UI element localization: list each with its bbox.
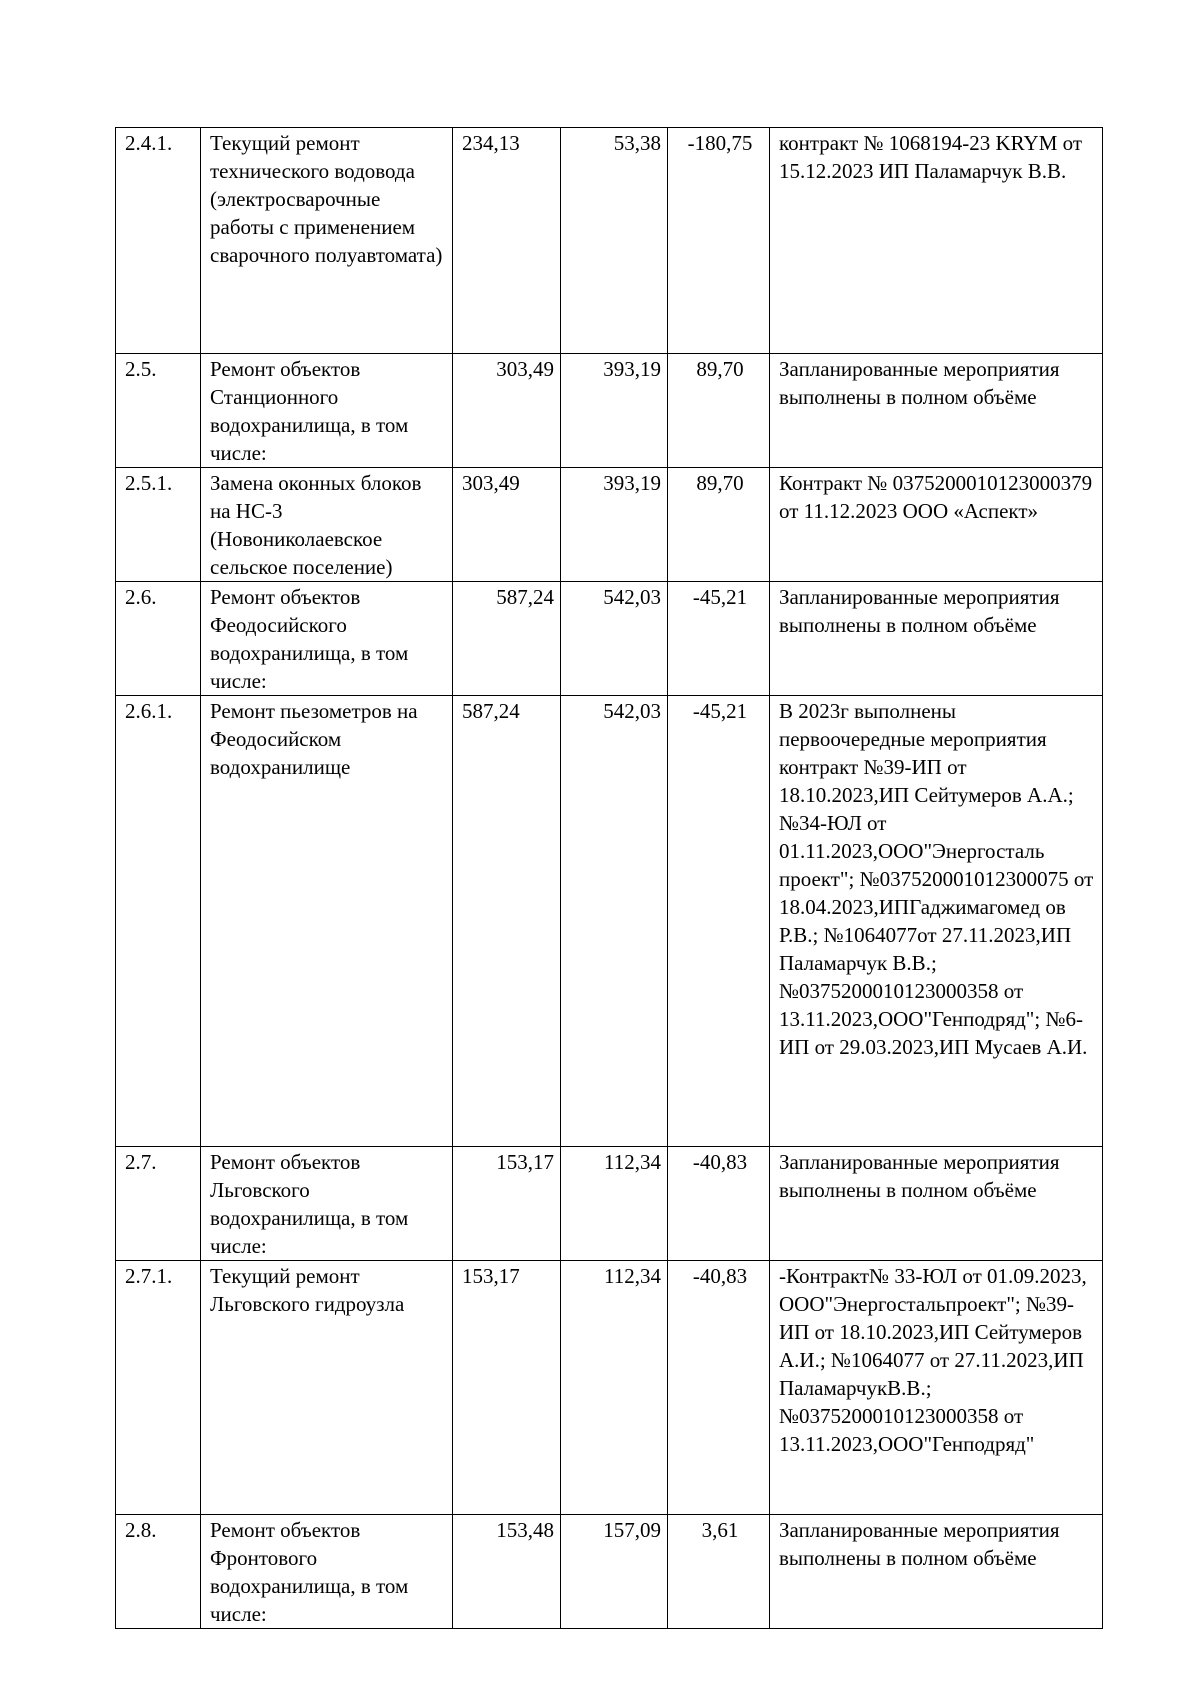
- report-table-body: [116, 128, 1103, 1629]
- deviation-value: -45,21: [668, 696, 770, 1147]
- actual-value: 542,03: [561, 582, 668, 696]
- actual-value: 112,34: [561, 1261, 668, 1515]
- row-number: 2.6.: [116, 582, 201, 696]
- table-row: [116, 128, 1103, 354]
- row-number: 2.7.: [116, 1147, 201, 1261]
- row-number: 2.7.1.: [116, 1261, 201, 1515]
- table-row: [116, 582, 1103, 696]
- planned-value: 587,24: [453, 582, 561, 696]
- row-number: 2.5.: [116, 354, 201, 468]
- row-number: 2.8.: [116, 1515, 201, 1629]
- item-name: Ремонт объектов Станционного водохранилища, в том числе:: [201, 354, 453, 468]
- note-cell: Запланированные мероприятия выполнены в полном объёме: [770, 1147, 1103, 1261]
- table-row: [116, 1147, 1103, 1261]
- planned-value: 303,49: [453, 468, 561, 582]
- planned-value: 303,49: [453, 354, 561, 468]
- table-row: [116, 1261, 1103, 1515]
- deviation-value: 89,70: [668, 468, 770, 582]
- note-cell: Запланированные мероприятия выполнены в полном объёме: [770, 1515, 1103, 1629]
- item-name: Текущий ремонт Льговского гидроузла: [201, 1261, 453, 1515]
- table-row: [116, 696, 1103, 1147]
- actual-value: 542,03: [561, 696, 668, 1147]
- item-name: Ремонт объектов Фронтового водохранилища, в том числе:: [201, 1515, 453, 1629]
- row-number: 2.5.1.: [116, 468, 201, 582]
- planned-value: 234,13: [453, 128, 561, 354]
- note-cell: Запланированные мероприятия выполнены в полном объёме: [770, 582, 1103, 696]
- report-table: [115, 127, 1103, 1629]
- item-name: Ремонт пьезометров на Феодосийском водохранилище: [201, 696, 453, 1147]
- actual-value: 112,34: [561, 1147, 668, 1261]
- note-cell: -Контракт№ 33-ЮЛ от 01.09.2023, ООО"Энергостальпроект"; №39-ИП от 18.10.2023,ИП Сейтумеров А.И.; №1064077 от 27.11.2023,ИП ПаламарчукВ.В.; №0375200010123000358 от 13.11.2023,ООО"Генподряд": [770, 1261, 1103, 1515]
- planned-value: 153,48: [453, 1515, 561, 1629]
- item-name: Ремонт объектов Льговского водохранилища, в том числе:: [201, 1147, 453, 1261]
- note-cell: контракт № 1068194-23 KRYM от 15.12.2023 ИП Паламарчук В.В.: [770, 128, 1103, 354]
- deviation-value: -40,83: [668, 1261, 770, 1515]
- row-number: 2.4.1.: [116, 128, 201, 354]
- row-number: 2.6.1.: [116, 696, 201, 1147]
- table-row: [116, 1515, 1103, 1629]
- planned-value: 587,24: [453, 696, 561, 1147]
- note-cell: Запланированные мероприятия выполнены в полном объёме: [770, 354, 1103, 468]
- deviation-value: 89,70: [668, 354, 770, 468]
- deviation-value: -180,75: [668, 128, 770, 354]
- item-name: Ремонт объектов Феодосийского водохранилища, в том числе:: [201, 582, 453, 696]
- actual-value: 393,19: [561, 468, 668, 582]
- deviation-value: -40,83: [668, 1147, 770, 1261]
- deviation-value: -45,21: [668, 582, 770, 696]
- note-cell: В 2023г выполнены первоочередные мероприятия контракт №39-ИП от 18.10.2023,ИП Сейтумеров А.А.; №34-ЮЛ от 01.11.2023,ООО"Энергосталь проект"; №037520001012300075 от 18.04.2023,ИПГаджимагомед ов Р.В.; №1064077от 27.11.2023,ИП Паламарчук В.В.; №0375200010123000358 от 13.11.2023,ООО"Генподряд"; №6-ИП от 29.03.2023,ИП Мусаев А.И.: [770, 696, 1103, 1147]
- table-row: [116, 468, 1103, 582]
- note-cell: Контракт № 0375200010123000379 от 11.12.2023 ООО «Аспект»: [770, 468, 1103, 582]
- actual-value: 393,19: [561, 354, 668, 468]
- actual-value: 157,09: [561, 1515, 668, 1629]
- item-name: Текущий ремонт технического водовода (электросварочные работы с применением сварочного полуавтомата): [201, 128, 453, 354]
- table-row: [116, 354, 1103, 468]
- actual-value: 53,38: [561, 128, 668, 354]
- planned-value: 153,17: [453, 1147, 561, 1261]
- item-name: Замена оконных блоков на НС-3 (Новониколаевское сельское поселение): [201, 468, 453, 582]
- deviation-value: 3,61: [668, 1515, 770, 1629]
- planned-value: 153,17: [453, 1261, 561, 1515]
